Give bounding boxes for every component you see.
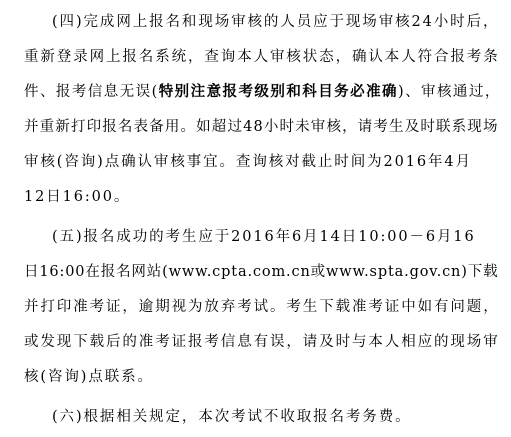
paragraph-4-line-5: 审核(咨询)点确认审核事宜。查询核对截止时间为2016年4月 [24, 154, 472, 170]
paragraph-5-line-2: 日16:00在报名网站(www.cpta.com.cn或www.spta.gov.cn)下载 [24, 264, 499, 280]
paragraph-4-line-3-post: )、审核通过， [397, 84, 501, 100]
paragraph-5-line-4: 或发现下载后的准考证报考信息有误，请及时与本人相应的现场审 [24, 334, 500, 350]
paragraph-5-line-1: (五)报名成功的考生应于2016年6月14日10:00－6月16 [52, 229, 476, 245]
paragraph-4-line-4: 并重新打印报名表备用。如超过48小时未审核，请考生及时联系现场 [24, 119, 499, 135]
paragraph-4-line-1: (四)完成网上报名和现场审核的人员应于现场审核24小时后， [52, 14, 500, 30]
paragraph-4-line-6: 12日16:00。 [24, 189, 131, 205]
paragraph-6-line-1: (六)根据相关规定，本次考试不收取报名考务费。 [52, 409, 412, 425]
paragraph-4-line-3-pre: 件、报考信息无误( [24, 84, 159, 100]
paragraph-4-line-3 [24, 79, 502, 105]
paragraph-5-line-3: 并打印准考证，逾期视为放弃考试。考生下载准考证中如有问题， [24, 299, 500, 315]
paragraph-4-line-3-bold: 特别注意报考级别和科目务必准确 [158, 83, 398, 100]
paragraph-4-line-2: 重新登录网上报名系统，查询本人审核状态，确认本人符合报考条 [24, 49, 500, 65]
paragraph-5-line-5: 核(咨询)点联系。 [24, 369, 154, 385]
